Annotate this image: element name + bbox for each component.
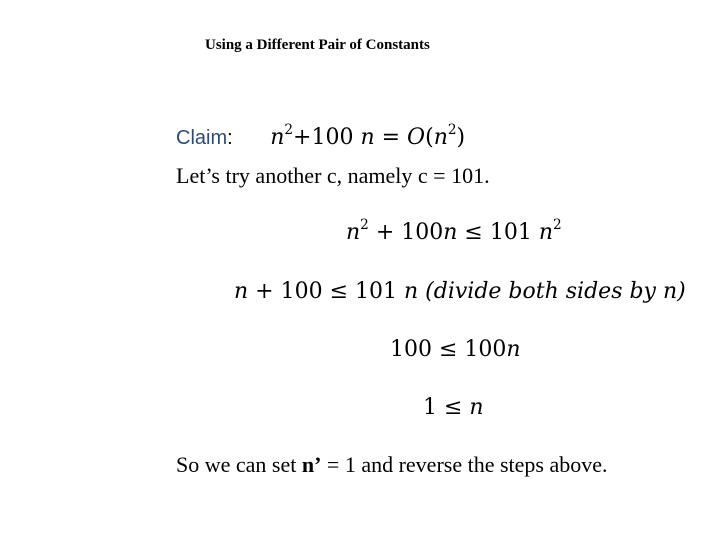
claim-label: Claim bbox=[176, 127, 228, 149]
claim-n2: n bbox=[360, 125, 375, 150]
try-line: Let’s try another c, namely c = 101. bbox=[176, 163, 490, 188]
step1-n: n bbox=[346, 220, 361, 245]
claim-close: ) bbox=[456, 125, 466, 150]
claim-open: ( bbox=[425, 125, 434, 150]
step-2-inequality bbox=[234, 279, 686, 304]
step4-text: 1 ≤ bbox=[423, 395, 470, 420]
step1-n-after: n bbox=[443, 220, 458, 245]
step2-n2: n bbox=[404, 279, 419, 304]
step1-mid: + 100 bbox=[368, 220, 444, 245]
step3-n: n bbox=[506, 337, 521, 362]
claim-line bbox=[176, 121, 466, 150]
step1-rhs-n: n bbox=[538, 220, 554, 245]
claim-formula bbox=[270, 121, 466, 150]
conclusion-bold: n’ bbox=[301, 452, 322, 477]
step4-n: n bbox=[469, 395, 484, 420]
conclusion-post: = 1 and reverse the steps above. bbox=[321, 452, 608, 477]
step3-text: 100 ≤ 100 bbox=[390, 337, 507, 362]
conclusion-line bbox=[176, 452, 608, 478]
step1-leq: ≤ 101 bbox=[457, 220, 539, 245]
step-3-inequality bbox=[390, 337, 521, 362]
claim-O: O bbox=[407, 125, 426, 150]
step1-exp2: 2 bbox=[553, 216, 562, 233]
step1-exp: 2 bbox=[360, 216, 369, 233]
step-4-inequality bbox=[423, 395, 484, 420]
claim-n: n bbox=[270, 125, 285, 150]
step2-note: (divide both sides by n) bbox=[418, 279, 686, 304]
claim-colon: : bbox=[227, 127, 233, 149]
claim-plus: +100 bbox=[293, 125, 361, 150]
conclusion-pre: So we can set bbox=[176, 452, 302, 477]
claim-n3: n bbox=[433, 125, 448, 150]
slide-title: Using a Different Pair of Constants bbox=[205, 37, 430, 53]
claim-eq: = bbox=[374, 125, 408, 150]
step2-n: n bbox=[234, 279, 249, 304]
step2-mid: + 100 ≤ 101 bbox=[248, 279, 404, 304]
claim-exp: 2 bbox=[284, 121, 294, 138]
step-1-inequality bbox=[346, 216, 562, 245]
claim-exp2: 2 bbox=[447, 121, 457, 138]
